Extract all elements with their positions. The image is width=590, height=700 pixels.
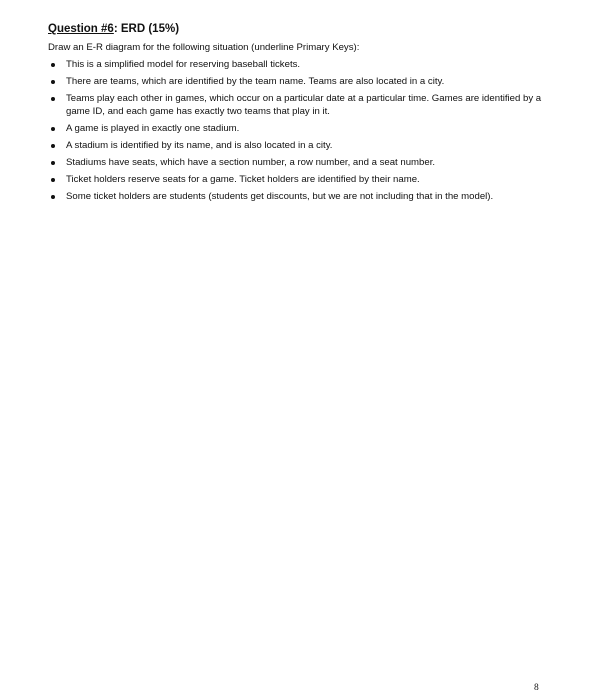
list-item-text: A game is played in exactly one stadium. — [66, 123, 240, 135]
bullet-icon — [51, 178, 55, 182]
list-item-text: Teams play each other in games, which occur on a particular date at a particular time. Games are identified by a game ID, and each game has exactly two teams that play in it. — [66, 93, 542, 118]
question-title: ERD (15%) — [117, 23, 180, 35]
bullet-icon — [51, 97, 55, 101]
list-item-text: This is a simplified model for reserving baseball tickets. — [66, 59, 301, 70]
list-item-text: Ticket holders reserve seats for a game. Ticket holders are identified by their name. — [66, 174, 420, 186]
list-item — [48, 190, 548, 203]
list-item-text: A stadium is identified by its name, and is also located in a city. — [66, 140, 333, 152]
bullet-icon — [51, 127, 55, 131]
bullet-icon — [51, 195, 55, 199]
list-item — [48, 58, 548, 71]
list-item — [48, 75, 548, 88]
instruction-text: Draw an E-R diagram for the following situation (underline Primary Keys): — [48, 42, 360, 53]
bullet-icon — [51, 80, 55, 84]
requirements-list — [48, 58, 548, 207]
question-label: Question #6 — [48, 23, 114, 35]
page-number: 8 — [534, 683, 539, 693]
bullet-icon — [51, 161, 55, 165]
list-item — [48, 122, 548, 135]
question-heading — [48, 22, 179, 36]
list-item — [48, 139, 548, 152]
bullet-icon — [51, 144, 55, 148]
list-item-text: Some ticket holders are students (students get discounts, but we are not including that in the model). — [66, 191, 494, 203]
list-item-text: There are teams, which are identified by the team name. Teams are also located in a city. — [66, 76, 445, 87]
list-item — [48, 173, 548, 186]
list-item — [48, 92, 548, 119]
list-item — [48, 156, 548, 169]
question-separator: : — [113, 23, 118, 35]
bullet-icon — [51, 63, 55, 67]
list-item-text: Stadiums have seats, which have a section number, a row number, and a seat number. — [66, 157, 436, 169]
